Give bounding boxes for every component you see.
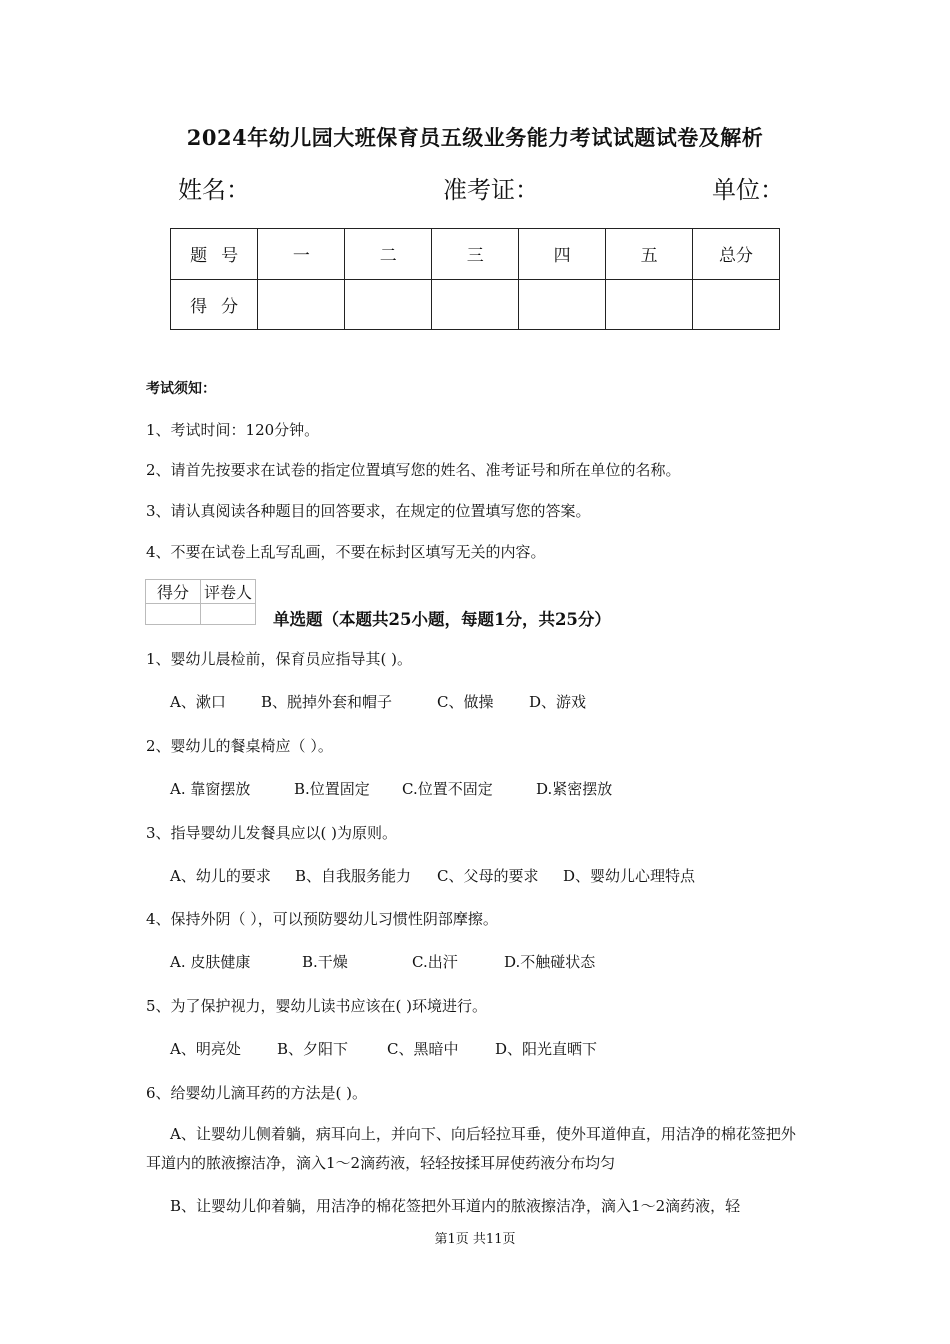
question-1-stem: 1、婴幼儿晨检前，保育员应指导其( )。	[146, 650, 413, 668]
score-table-col-1: 一	[258, 229, 345, 280]
question-2-stem: 2、婴幼儿的餐桌椅应（ ）。	[146, 737, 333, 755]
option-a[interactable]: A. 靠窗摆放	[170, 780, 251, 798]
question-6-option-a[interactable]: A、让婴幼儿侧着躺，病耳向上，并向下、向后轻拉耳垂，使外耳道伸直，用洁净的棉花签把外耳道内的脓液擦洁净，滴入1～2滴药液，轻轻按揉耳屏使药液分布均匀	[146, 1125, 796, 1172]
notice-item-2: 2、请首先按要求在试卷的指定位置填写您的姓名、准考证号和所在单位的名称。	[146, 461, 681, 479]
notice-heading: 考试须知：	[146, 381, 216, 397]
score-table	[170, 228, 780, 330]
score-table-col-total: 总分	[693, 229, 780, 280]
section-title: 单选题（本题共25小题，每题1分，共25分）	[273, 610, 611, 629]
page-title: 2024年幼儿园大班保育员五级业务能力考试试题试卷及解析	[186, 125, 764, 150]
option-c[interactable]: C、黑暗中	[387, 1040, 459, 1058]
option-a[interactable]: A、漱口	[170, 693, 226, 711]
option-a[interactable]: A. 皮肤健康	[170, 953, 251, 971]
grader-score-cell[interactable]	[146, 604, 201, 625]
unit-field-label: 单位：	[712, 176, 784, 204]
score-cell-4[interactable]	[519, 279, 606, 330]
notice-item-4: 4、不要在试卷上乱写乱画，不要在标封区填写无关的内容。	[146, 543, 546, 561]
question-3-stem: 3、指导婴幼儿发餐具应以( )为原则。	[146, 824, 398, 842]
question-3-options	[170, 865, 695, 886]
question-5-options	[170, 1038, 597, 1059]
option-b[interactable]: B、自我服务能力	[295, 867, 412, 885]
option-c[interactable]: C.出汗	[412, 953, 458, 971]
score-table-col-4: 四	[519, 229, 606, 280]
question-5-stem: 5、为了保护视力，婴幼儿读书应该在( )环境进行。	[146, 997, 488, 1015]
option-d[interactable]: D.不触碰状态	[504, 953, 596, 971]
score-cell-total[interactable]	[693, 279, 780, 330]
option-b[interactable]: B.位置固定	[294, 780, 370, 798]
option-c[interactable]: C.位置不固定	[402, 780, 493, 798]
grader-name-label: 评卷人	[201, 580, 256, 604]
grader-box	[145, 579, 256, 625]
question-1-options	[170, 691, 586, 712]
option-c[interactable]: C、父母的要求	[437, 867, 539, 885]
score-table-header-row	[171, 229, 780, 280]
page-footer: 第1页 共11页	[434, 1232, 516, 1247]
option-a[interactable]: A、明亮处	[170, 1040, 241, 1058]
name-field-label: 姓名：	[178, 176, 250, 204]
option-b[interactable]: B、脱掉外套和帽子	[261, 693, 393, 711]
score-cell-3[interactable]	[432, 279, 519, 330]
grader-name-cell[interactable]	[201, 604, 256, 625]
option-d[interactable]: D.紧密摆放	[536, 780, 613, 798]
option-d[interactable]: D、游戏	[529, 693, 587, 711]
grader-score-label: 得分	[146, 580, 201, 604]
notice-item-3: 3、请认真阅读各种题目的回答要求，在规定的位置填写您的答案。	[146, 502, 591, 520]
score-cell-2[interactable]	[345, 279, 432, 330]
score-table-header-label: 题号	[171, 229, 258, 280]
score-table-score-label: 得分	[171, 279, 258, 330]
question-6-option-b[interactable]: B、让婴幼儿仰着躺，用洁净的棉花签把外耳道内的脓液擦洁净，滴入1～2滴药液，轻	[170, 1197, 741, 1215]
score-cell-1[interactable]	[258, 279, 345, 330]
exam-number-field-label: 准考证：	[443, 176, 539, 204]
question-4-options	[170, 951, 595, 972]
option-b[interactable]: B.干燥	[302, 953, 348, 971]
score-table-col-5: 五	[606, 229, 693, 280]
score-cell-5[interactable]	[606, 279, 693, 330]
question-6-stem: 6、给婴幼儿滴耳药的方法是( )。	[146, 1084, 368, 1102]
score-table-col-2: 二	[345, 229, 432, 280]
option-d[interactable]: D、婴幼儿心理特点	[563, 867, 696, 885]
option-d[interactable]: D、阳光直晒下	[495, 1040, 598, 1058]
notice-item-1: 1、考试时间：120分钟。	[146, 421, 320, 439]
option-a[interactable]: A、幼儿的要求	[170, 867, 271, 885]
question-2-options	[170, 778, 612, 799]
score-table-col-3: 三	[432, 229, 519, 280]
question-4-stem: 4、保持外阴（ ），可以预防婴幼儿习惯性阴部摩擦。	[146, 910, 498, 928]
option-b[interactable]: B、夕阳下	[277, 1040, 349, 1058]
option-c[interactable]: C、做操	[437, 693, 494, 711]
score-table-score-row	[171, 279, 780, 330]
